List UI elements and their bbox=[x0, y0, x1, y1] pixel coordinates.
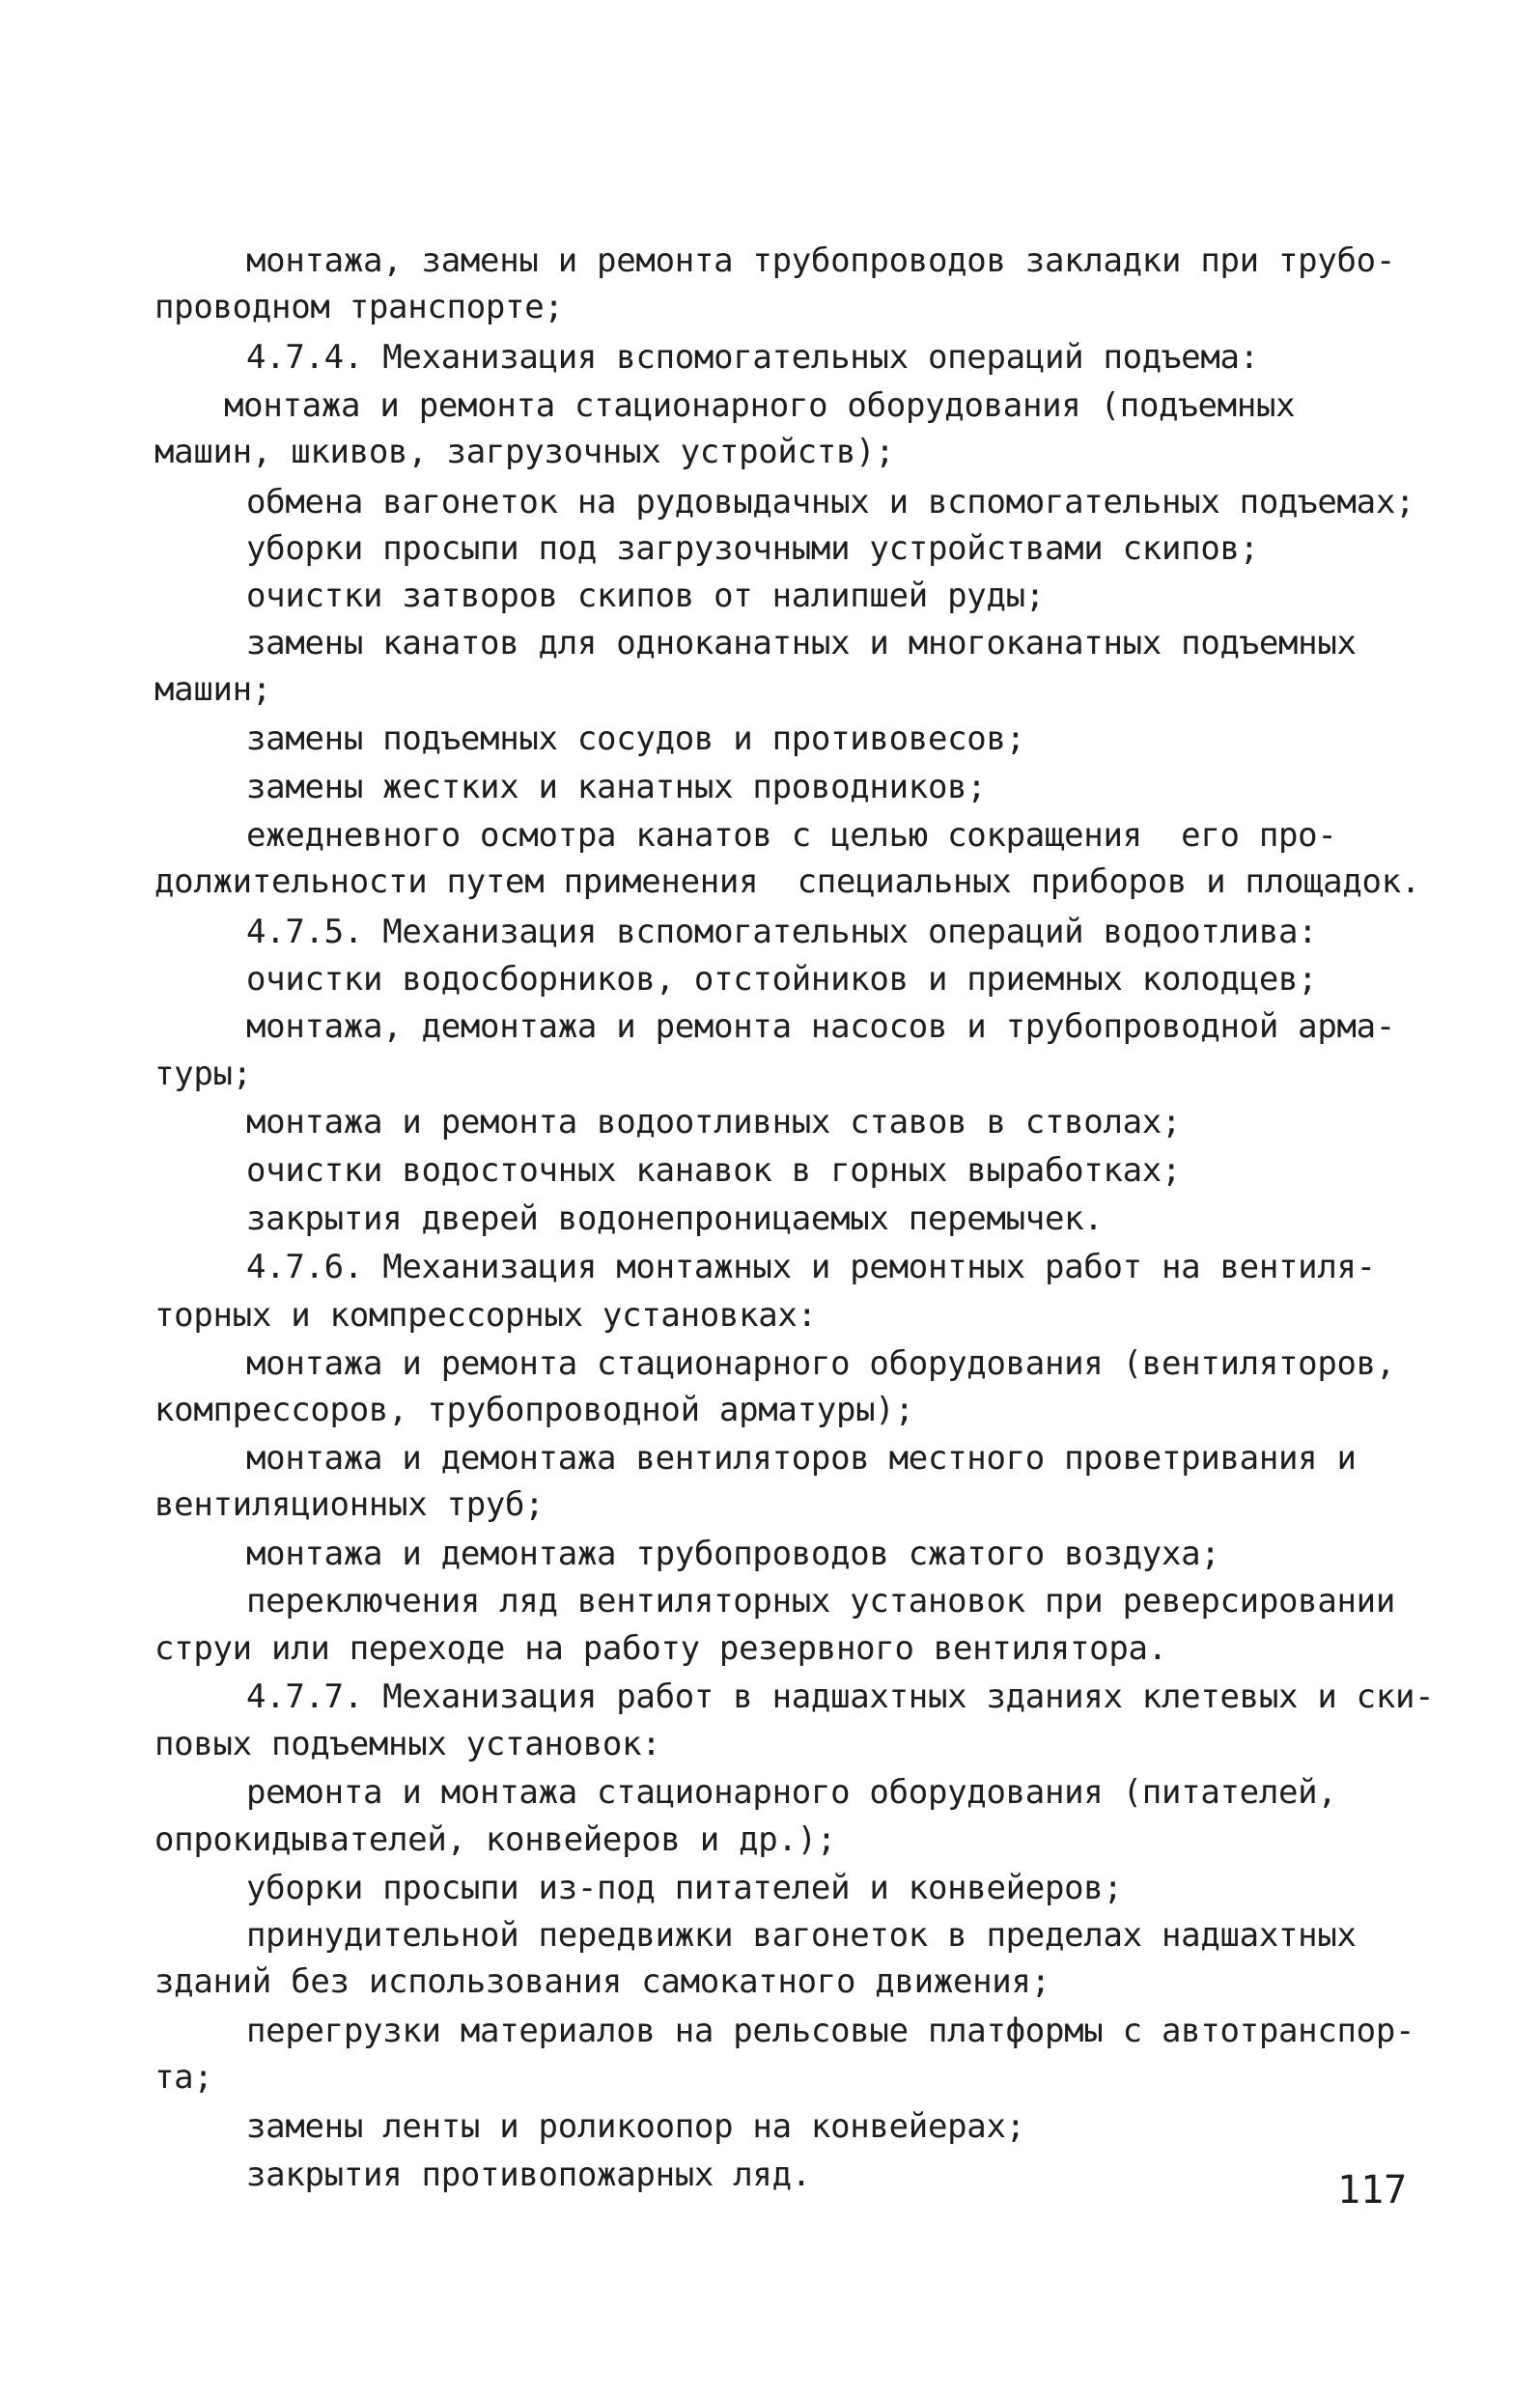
text-line: очистки водосборников, отстойников и приемных колодцев; bbox=[246, 960, 1318, 999]
text-line: обмена вагонеток на рудовыдачных и вспомогательных подъемах; bbox=[246, 483, 1415, 521]
text-line: та; bbox=[154, 2058, 213, 2097]
text-line: проводном транспорте; bbox=[154, 288, 564, 326]
text-line: уборки просыпи под загрузочными устройствами скипов; bbox=[246, 529, 1259, 568]
text-line: повых подъемных установок: bbox=[154, 1725, 661, 1763]
text-line: 4.7.4. Механизация вспомогательных операций подъема: bbox=[246, 338, 1259, 377]
text-line: 4.7.6. Механизация монтажных и ремонтных работ на вентиля- bbox=[246, 1248, 1376, 1286]
text-line: замены канатов для одноканатных и многоканатных подъемных bbox=[246, 624, 1357, 662]
text-line: ремонта и монтажа стационарного оборудования (питателей, bbox=[246, 1773, 1337, 1812]
text-line: компрессоров, трубопроводной арматуры); bbox=[154, 1391, 914, 1429]
text-line: 4.7.7. Механизация работ в надшахтных зданиях клетевых и ски- bbox=[246, 1677, 1435, 1716]
text-line: перегрузки материалов на рельсовые платформы с автотранспор- bbox=[246, 2012, 1415, 2050]
text-line: закрытия противопожарных ляд. bbox=[246, 2156, 811, 2194]
text-line: туры; bbox=[154, 1055, 252, 1093]
text-line: машин, шкивов, загрузочных устройств); bbox=[154, 433, 895, 471]
text-line: торных и компрессорных установках: bbox=[154, 1296, 817, 1335]
text-line: замены подъемных сосудов и противовесов; bbox=[246, 719, 1025, 758]
page-number: 117 bbox=[1337, 2168, 1408, 2213]
text-line: монтажа и ремонта стационарного оборудования (подъемных bbox=[224, 386, 1296, 425]
text-line: принудительной передвижки вагонеток в пределах надшахтных bbox=[246, 1916, 1357, 1955]
text-line: монтажа и ремонта водоотливных ставов в стволах; bbox=[246, 1103, 1182, 1142]
text-line: очистки водосточных канавок в горных выработках; bbox=[246, 1151, 1182, 1190]
text-line: монтажа, замены и ремонта трубопроводов закладки при трубо- bbox=[246, 241, 1396, 280]
text-line: закрытия дверей водонепроницаемых перемычек. bbox=[246, 1199, 1104, 1238]
text-line: уборки просыпи из-под питателей и конвейеров; bbox=[246, 1869, 1123, 1907]
text-line: должительности путем применения специальных приборов и площадок. bbox=[154, 862, 1421, 901]
text-line: машин; bbox=[154, 670, 272, 709]
text-line: монтажа и демонтажа вентиляторов местного проветривания и bbox=[246, 1439, 1357, 1478]
text-line: монтажа и демонтажа трубопроводов сжатого воздуха; bbox=[246, 1535, 1220, 1573]
text-line: опрокидывателей, конвейеров и др.); bbox=[154, 1820, 836, 1859]
text-line: переключения ляд вентиляторных установок при реверсировании bbox=[246, 1582, 1396, 1621]
text-line: ежедневного осмотра канатов с целью сокращения его про- bbox=[246, 816, 1337, 855]
text-line: струи или переходе на работу резервного вентилятора. bbox=[154, 1629, 1167, 1668]
text-line: вентиляционных труб; bbox=[154, 1485, 545, 1524]
text-line: монтажа и ремонта стационарного оборудования (вентиляторов, bbox=[246, 1344, 1396, 1383]
text-line: 4.7.5. Механизация вспомогательных операций водоотлива: bbox=[246, 913, 1318, 951]
text-line: очистки затворов скипов от налипшей руды; bbox=[246, 577, 1045, 615]
text-line: зданий без использования самокатного движения; bbox=[154, 1962, 1050, 2001]
text-line: замены жестких и канатных проводников; bbox=[246, 768, 987, 806]
text-line: монтажа, демонтажа и ремонта насосов и трубопроводной арма- bbox=[246, 1007, 1396, 1046]
text-line: замены ленты и роликоопор на конвейерах; bbox=[246, 2107, 1025, 2146]
